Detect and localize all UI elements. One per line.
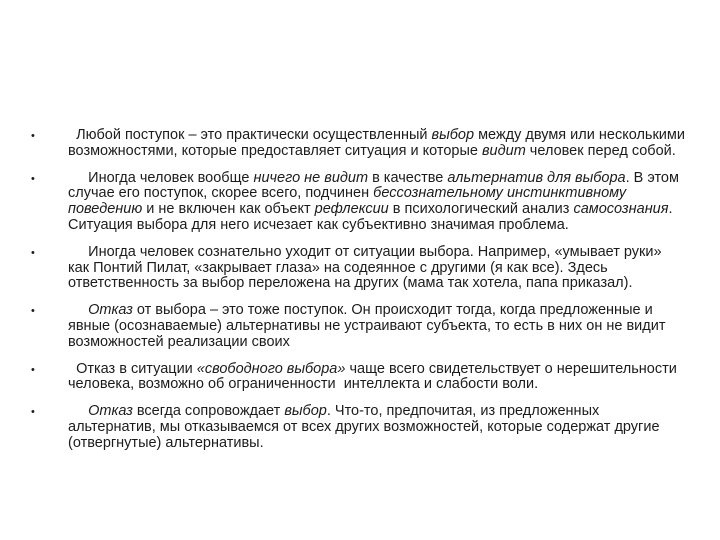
body-text: Отказ в ситуации [68, 360, 197, 377]
emphasis-text: альтернатив для выбора [447, 169, 626, 186]
bullet-item [0, 362, 720, 394]
bullet-item [0, 128, 720, 160]
body-text: человек перед собой. [525, 142, 676, 159]
body-text: . В этом случае его поступок, скорее всего, подчинен [68, 169, 679, 202]
emphasis-text: видит [481, 142, 526, 159]
body-text: между двумя или несколькими возможностями, которые предоставляет ситуация и которые [68, 127, 690, 159]
body-text: . Что-то, предпочитая, из предложенных альтернатив, мы отказываемся от всех других возможностей, которые содержат другие (отвергнутые) альтернативы. [68, 403, 660, 451]
body-text: в психологический анализ [388, 201, 574, 218]
bullet-item [0, 404, 720, 451]
emphasis-text: самосознания [573, 201, 669, 218]
body-text: в качестве [368, 169, 448, 186]
emphasis-text: Отказ [88, 302, 133, 319]
body-text [68, 403, 88, 419]
body-text [68, 302, 88, 318]
body-text: и не включен как объект [142, 201, 315, 218]
bullet-item [0, 245, 720, 292]
body-text: всегда сопровождает [132, 403, 285, 420]
emphasis-text: ничего не видит [253, 169, 369, 186]
body-text: от выбора – это тоже поступок. Он происходит тогда, когда предложенные и явные (осознаваемые) альтернативы не устраивают субъекта, то есть в них он не видит возможностей реализации своих [68, 302, 670, 350]
bullet-item [0, 171, 720, 234]
emphasis-text: выбор [431, 127, 475, 143]
body-text: Иногда человек сознательно уходит от ситуации выбора. Например, «умывает руки» как Понтий Пилат, «закрывает глаза» на содеянное с другими (я как все). Здесь ответственность за выбор переложена на других (мама так хотела, папа приказал). [68, 243, 666, 292]
body-text: . Ситуация выбора для него исчезает как субъективно значимая проблема. [68, 201, 673, 233]
emphasis-text: выбор [284, 403, 327, 420]
body-text: Любой поступок – это практически осуществленный [68, 127, 432, 143]
bullet-item [0, 303, 720, 350]
emphasis-text: Отказ [88, 403, 133, 420]
emphasis-text: «свободного выбора» [196, 360, 346, 377]
body-text: Иногда человек вообще [68, 169, 254, 186]
bullet-list [0, 128, 720, 463]
emphasis-text: бессознательному инстинктивному поведению [68, 185, 627, 218]
body-text: чаще всего свидетельствует о нерешительности человека, возможно об ограниченности интеллекта и слабости воли. [68, 360, 681, 393]
emphasis-text: рефлексии [314, 201, 389, 218]
